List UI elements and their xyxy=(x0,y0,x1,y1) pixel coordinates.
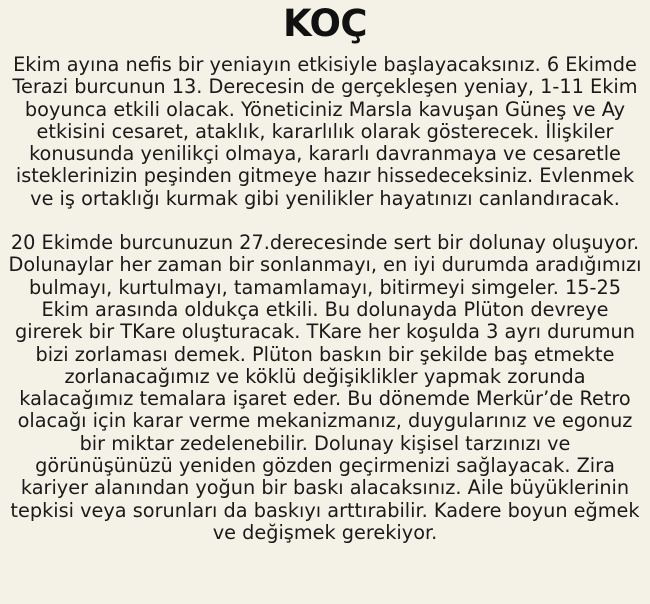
horoscope-body xyxy=(8,54,642,544)
paragraph-october-new-moon: Ekim ayına nefis bir yeniayın etkisiyle başlayacaksınız. 6 Ekimde Terazi burcunun 13. Derecesin de gerçekleşen yeniay, 1-11 Ekim boyunca etkili olacak. Yöneticiniz Marsla kavuşan Güneş ve Ay etkisini cesaret, ataklık, kararlılık olarak gösterecek. İlişkiler konusunda yenilikçi olmaya, kararlı davranmaya ve cesaretle isteklerinizin peşinden gitmeye hazır hissedeceksiniz. Evlenmek ve iş ortaklığı kurmak gibi yenilikler hayatınızı canlandıracak. xyxy=(12,53,638,210)
paragraph-full-moon: 20 Ekimde burcunuzun 27.derecesinde sert bir dolunay oluşuyor. Dolunaylar her zaman bir sonlanmayı, en iyi durumda aradığımızı bulmayı, kurtulmayı, tamamlamayı, bitirmeyi simgeler. 15-25 Ekim arasında oldukça etkili. Bu dolunayda Plüton devreye girerek bir TKare oluşturacak. TKare her koşulda 3 ayrı durumun bizi zorlaması demek. Plüton baskın bir şekilde baş etmekte zorlanacağımız ve köklü değişiklikler yapmak zorunda kalacağımız temalara işaret eder. Bu dönemde Merkür’de Retro olacağı için karar verme mekanizmanız, duygularınız ve egonuz bir miktar zedelenebilir. Dolunay kişisel tarzınızı ve görünüşünüzü yeniden gözden geçirmenizi sağlayacak. Zira kariyer alanından yoğun bir baskı alacaksınız. Aile büyüklerinin tepkisi veya sorunları da baskıyı arttırabilir. Kadere boyun eğmek ve değişmek gerekiyor. xyxy=(8,231,642,544)
zodiac-title: KOÇ xyxy=(282,2,368,45)
